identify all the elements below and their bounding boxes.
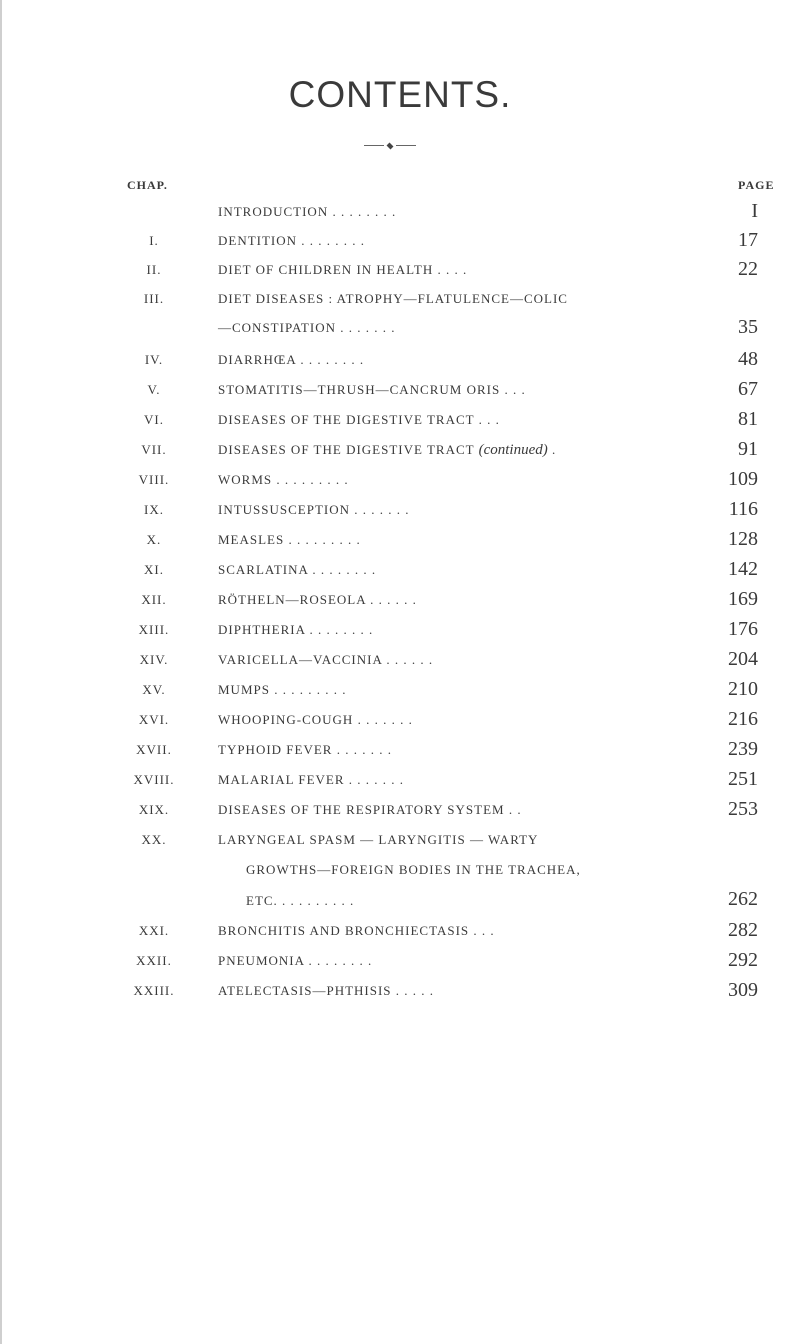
chapter-title-continued-note: (continued) [478, 442, 548, 458]
page-number: 251 [728, 768, 758, 790]
chapter-number: XVII. [136, 742, 172, 757]
chapter-title: ATELECTASIS—PHTHISIS . . . . . [218, 983, 435, 998]
page-number: 35 [738, 316, 758, 338]
toc-row-12 [0, 585, 800, 615]
toc-row-21 [0, 916, 800, 946]
chapter-number: V. [147, 382, 161, 397]
page-number: 81 [738, 408, 758, 430]
chapter-title: DIET OF CHILDREN IN HEALTH . . . . [218, 262, 468, 277]
toc-row-22 [0, 946, 800, 976]
chapter-title: STOMATITIS—THRUSH—CANCRUM ORIS . . . [218, 382, 526, 397]
page-number: 176 [728, 618, 758, 640]
chapter-title-continued: GROWTHS—FOREIGN BODIES IN THE TRACHEA, [246, 862, 581, 877]
page-number: 253 [728, 798, 758, 820]
chapter-title: VARICELLA—VACCINIA . . . . . . [218, 652, 434, 667]
page-number: 262 [728, 888, 758, 910]
page-number: 17 [738, 229, 758, 251]
chapter-title: RÖTHELN—ROSEOLA . . . . . . [218, 592, 417, 607]
toc-row-8 [0, 465, 800, 495]
chapter-title: INTRODUCTION . . . . . . . . [218, 204, 397, 219]
chapter-title: MALARIAL FEVER . . . . . . . [218, 772, 405, 787]
chapter-title: SCARLATINA . . . . . . . . [218, 562, 377, 577]
chapter-title: DIPHTHERIA . . . . . . . . [218, 622, 374, 637]
toc-row-7 [0, 435, 800, 465]
page-number: 216 [728, 708, 758, 730]
toc-row-14 [0, 645, 800, 675]
chapter-number: XX. [141, 832, 167, 847]
page-number: 309 [728, 979, 758, 1001]
chapter-title-continued: —CONSTIPATION . . . . . . . [218, 320, 396, 335]
chapter-number: IX. [144, 502, 164, 517]
chapter-number: XXII. [136, 953, 172, 968]
page-number: I [751, 200, 758, 222]
chapter-number: VIII. [138, 472, 170, 487]
chapter-title: LARYNGEAL SPASM — LARYNGITIS — WARTY [218, 832, 539, 847]
chapter-number: VI. [144, 412, 164, 427]
page-column-header: PAGE [738, 178, 775, 192]
page-number: 282 [728, 919, 758, 941]
chapter-title: DIARRHŒA . . . . . . . . [218, 352, 365, 367]
chapter-number: XVIII. [133, 772, 175, 787]
chapter-title-main: DISEASES OF THE DIGESTIVE TRACT [218, 442, 475, 457]
page-number: 239 [728, 738, 758, 760]
toc-row-18 [0, 765, 800, 795]
toc-row-3 [0, 284, 800, 344]
chapter-number: XXIII. [133, 983, 175, 998]
chapter-number: II. [146, 262, 162, 277]
chapter-title: MEASLES . . . . . . . . . [218, 532, 361, 547]
page-number: 116 [728, 498, 758, 520]
chapter-number: VII. [141, 442, 167, 457]
page-number: 48 [738, 348, 758, 370]
chapter-title: BRONCHITIS AND BRONCHIECTASIS . . . [218, 923, 495, 938]
chapter-number: XI. [144, 562, 164, 577]
page-number: 109 [728, 468, 758, 490]
chapter-number: XIV. [139, 652, 169, 667]
toc-row-6 [0, 405, 800, 435]
chapter-number: I. [149, 233, 159, 248]
chapter-title: TYPHOID FEVER . . . . . . . [218, 742, 392, 757]
chapter-title: WORMS . . . . . . . . . [218, 472, 349, 487]
ornament-line-left [364, 145, 384, 146]
page-number: 142 [728, 558, 758, 580]
page-number: 210 [728, 678, 758, 700]
toc-row-20 [0, 825, 800, 917]
toc-row-introduction [0, 197, 800, 227]
ornament-diamond-icon [387, 143, 394, 150]
chapter-title: DISEASES OF THE DIGESTIVE TRACT . . . [218, 412, 500, 427]
chapter-number: IV. [144, 352, 164, 367]
chapter-number: XV. [142, 682, 166, 697]
toc-row-1 [0, 226, 800, 256]
chapter-title: PNEUMONIA . . . . . . . . [218, 953, 373, 968]
chapter-title: INTUSSUSCEPTION . . . . . . . [218, 502, 410, 517]
page-number: 292 [728, 949, 758, 971]
toc-row-17 [0, 735, 800, 765]
chapter-number: X. [146, 532, 162, 547]
chapter-title: DENTITION . . . . . . . . [218, 233, 366, 248]
ornament-line-right [396, 145, 416, 146]
chapter-number: XXI. [138, 923, 170, 938]
chapter-title-tail: . [547, 442, 557, 457]
toc-row-2 [0, 255, 800, 285]
chapter-number: XIX. [138, 802, 170, 817]
chap-column-header: CHAP. [127, 178, 168, 192]
toc-row-11 [0, 555, 800, 585]
toc-row-5 [0, 375, 800, 405]
toc-row-13 [0, 615, 800, 645]
page-title: CONTENTS. [288, 74, 512, 115]
ornament-divider [364, 142, 416, 150]
toc-row-4 [0, 345, 800, 375]
toc-row-10 [0, 525, 800, 555]
page-number: 204 [728, 648, 758, 670]
chapter-title: DIET DISEASES : ATROPHY—FLATULENCE—COLIC [218, 291, 568, 306]
chapter-number: XII. [141, 592, 167, 607]
toc-row-9 [0, 495, 800, 525]
toc-row-19 [0, 795, 800, 825]
toc-row-15 [0, 675, 800, 705]
page-number: 91 [738, 438, 758, 460]
chapter-title: WHOOPING-COUGH . . . . . . . [218, 712, 413, 727]
chapter-title-continued: ETC. . . . . . . . . . [246, 893, 355, 908]
chapter-title [218, 442, 730, 459]
page-number: 22 [738, 258, 758, 280]
page-number: 67 [738, 378, 758, 400]
toc-row-16 [0, 705, 800, 735]
chapter-number: XIII. [138, 622, 170, 637]
page-number: 128 [728, 528, 758, 550]
chapter-number: III. [143, 291, 165, 306]
chapter-title: DISEASES OF THE RESPIRATORY SYSTEM . . [218, 802, 522, 817]
toc-row-23 [0, 976, 800, 1006]
chapter-title: MUMPS . . . . . . . . . [218, 682, 347, 697]
chapter-number: XVI. [138, 712, 170, 727]
page-number: 169 [728, 588, 758, 610]
